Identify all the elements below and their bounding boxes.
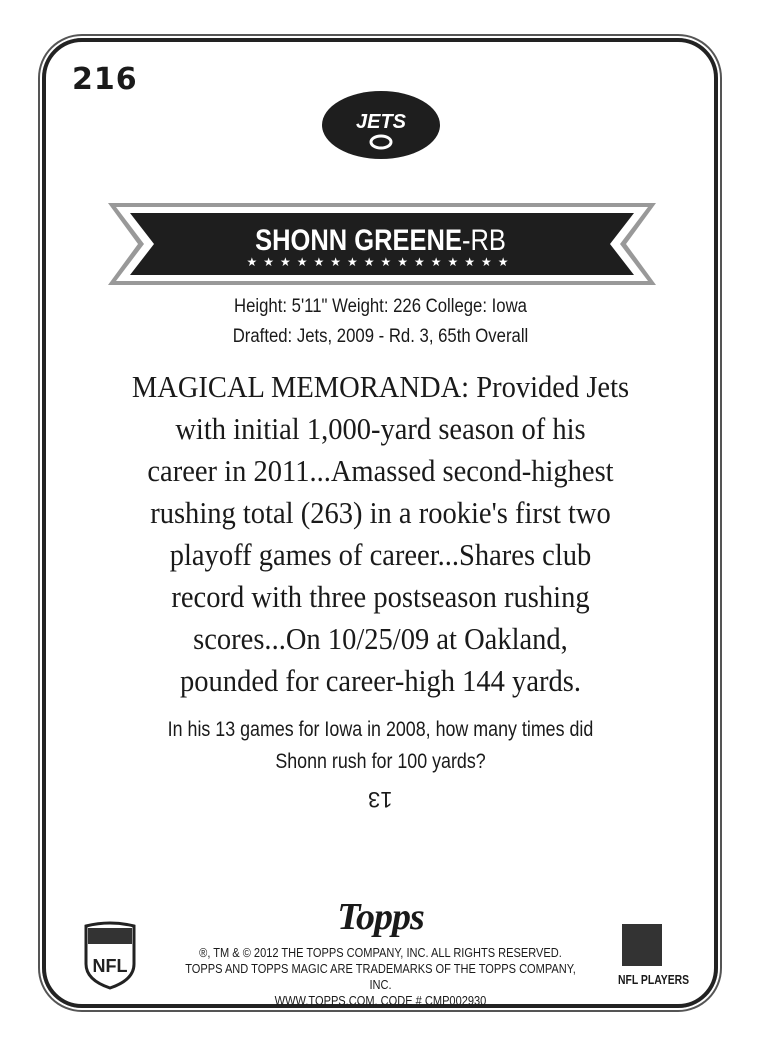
bio-line: with initial 1,000-yard season of his	[175, 411, 586, 446]
jets-logo	[321, 90, 441, 160]
trivia-question	[142, 714, 619, 778]
nfl-players-icon	[622, 924, 662, 966]
card-number: 216	[72, 62, 138, 97]
nfl-shield-icon	[82, 920, 138, 990]
trivia-answer-text: 13	[368, 787, 393, 812]
bio-line: record with three postseason rushing	[171, 579, 590, 614]
trivia-line: Shonn rush for 100 yards?	[275, 750, 486, 773]
stars-row: ★★★★★★★★★★★★★★★★	[246, 255, 515, 269]
legal-line: TOPPS AND TOPPS MAGIC ARE TRADEMARKS OF THE TOPPS COMPANY, INC.	[185, 961, 576, 992]
svg-text:NFL: NFL	[92, 956, 128, 976]
stats-line: Drafted: Jets, 2009 - Rd. 3, 65th Overall	[232, 326, 529, 347]
topps-logo: Topps	[337, 896, 424, 938]
bio-line: MAGICAL MEMORANDA: Provided Jets	[131, 369, 630, 404]
player-name-text: SHONN GREENE	[255, 224, 462, 257]
trivia-answer	[0, 786, 761, 812]
bio-line: scores...On 10/25/09 at Oakland,	[193, 621, 568, 656]
player-name	[57, 224, 704, 258]
bio-text	[132, 366, 630, 702]
svg-text:JETS: JETS	[355, 111, 407, 133]
stats-line: Height: 5'11" Weight: 226 College: Iowa	[234, 296, 527, 317]
nfl-players-text: NFL PLAYERS	[618, 972, 690, 987]
legal-text	[185, 945, 577, 1009]
bio-line: playoff games of career...Shares club	[169, 537, 592, 572]
player-position: -RB	[461, 224, 506, 257]
bio-line: career in 2011...Amassed second-highest	[147, 453, 614, 488]
legal-line: ®, TM & © 2012 THE TOPPS COMPANY, INC. ALL RIGHTS RESERVED.	[199, 945, 562, 960]
legal-line: WWW.TOPPS.COM. CODE # CMP002930	[274, 993, 487, 1008]
trivia-line: In his 13 games for Iowa in 2008, how many times did	[167, 718, 594, 741]
bio-line: rushing total (263) in a rookie's first two	[150, 495, 611, 530]
nfl-players-logo	[612, 924, 690, 987]
bio-line: pounded for career-high 144 yards.	[180, 663, 581, 698]
